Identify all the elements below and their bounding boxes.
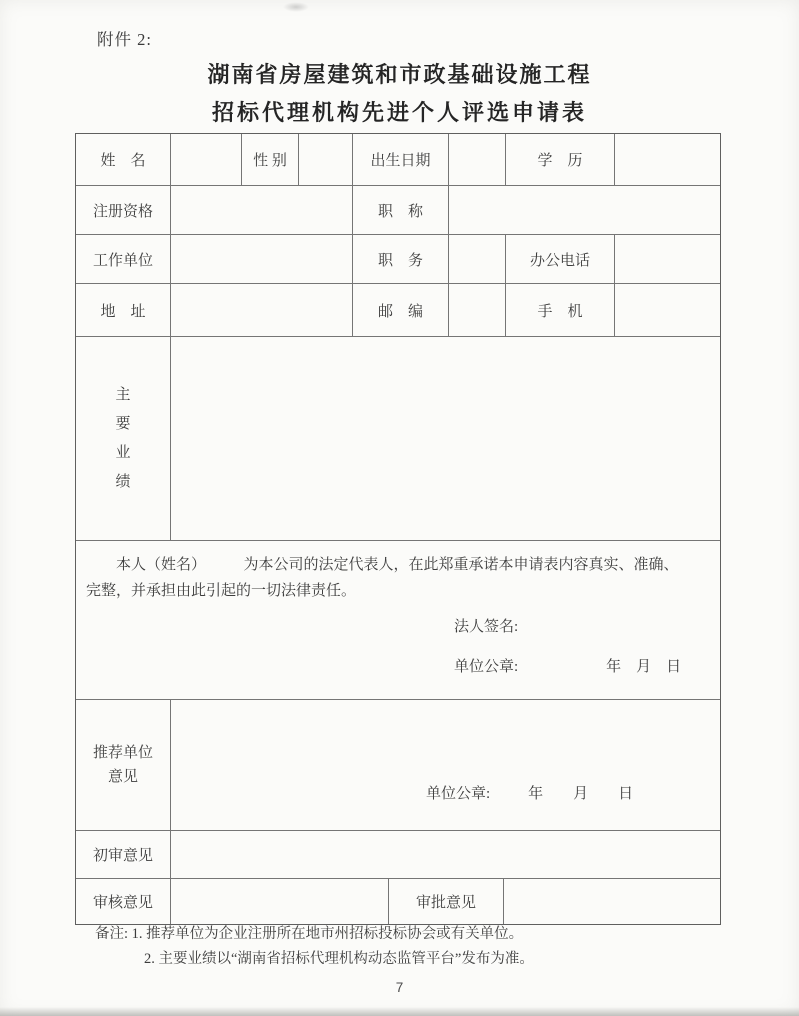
row-work-unit [76, 235, 720, 284]
declaration-date-label: 年 月 日 [606, 659, 682, 675]
row-review-approval [76, 879, 720, 924]
recommend-label-line1: 推荐单位 [92, 745, 153, 761]
form-title-line1: 湖南省房屋建筑和市政基础设施工程 [207, 62, 592, 87]
page-number: 7 [395, 980, 404, 995]
work-unit-value-cell [171, 235, 353, 283]
position-value-cell [449, 235, 506, 283]
prof-title-value-cell [449, 186, 720, 234]
office-phone-value-cell [615, 235, 720, 283]
prof-title-label: 职 称 [353, 186, 449, 234]
scan-bottom-edge [0, 1007, 799, 1016]
application-form-table [75, 133, 721, 925]
position-label: 职 务 [353, 235, 449, 283]
achievements-label: 主要业绩 [115, 386, 131, 490]
education-value-cell [615, 134, 720, 185]
recommend-label-line2: 意见 [107, 769, 138, 785]
approval-cell [504, 879, 720, 924]
row-registration [76, 186, 720, 235]
review-cell [171, 879, 389, 924]
recommend-opinion-label [76, 700, 171, 830]
declaration-seal-line [454, 655, 681, 676]
name-value-cell [171, 134, 242, 185]
initial-review-label: 初审意见 [76, 831, 171, 878]
row-initial-review [76, 831, 720, 879]
gender-value-cell [299, 134, 353, 185]
legal-person-signature-label: 法人签名: [454, 619, 519, 635]
registration-label: 注册资格 [76, 186, 171, 234]
postcode-value-cell [449, 284, 506, 336]
address-label: 地 址 [76, 284, 171, 336]
declaration-text [86, 552, 712, 604]
office-phone-label: 办公电话 [506, 235, 615, 283]
address-value-cell [171, 284, 353, 336]
declaration-line1: 本人（姓名） 为本公司的法定代表人，在此郑重承诺本申请表内容真实、准确、 [116, 557, 679, 573]
education-label: 学 历 [506, 134, 615, 185]
birth-date-label: 出生日期 [353, 134, 449, 185]
form-title-line2: 招标代理机构先进个人评选申请表 [211, 100, 587, 125]
footnotes [95, 922, 534, 972]
work-unit-label: 工作单位 [76, 235, 171, 283]
unit-seal-label: 单位公章: [454, 659, 519, 675]
declaration-cell [76, 541, 720, 699]
recommend-date-label: 年 月 日 [528, 786, 634, 802]
approval-label: 审批意见 [389, 879, 504, 924]
birth-date-value-cell [449, 134, 506, 185]
footnote-1: 备注: 1. 推荐单位为企业注册所在地市州招标投标协会或有关单位。 [95, 926, 524, 942]
recommend-seal-line [426, 782, 633, 803]
postcode-label: 邮 编 [353, 284, 449, 336]
registration-value-cell [171, 186, 353, 234]
initial-review-cell [171, 831, 720, 878]
review-label: 审核意见 [76, 879, 171, 924]
row-recommend-opinion [76, 700, 720, 831]
row-declaration [76, 541, 720, 700]
mobile-value-cell [615, 284, 720, 336]
declaration-line2: 完整，并承担由此引起的一切法律责任。 [86, 583, 357, 599]
footnote-2: 2. 主要业绩以“湖南省招标代理机构动态监管平台”发布为准。 [144, 951, 534, 967]
name-label: 姓 名 [76, 134, 171, 185]
mobile-label: 手 机 [506, 284, 615, 336]
recommend-seal-label: 单位公章: [426, 786, 491, 802]
attachment-label: 附件 2: [97, 30, 152, 49]
row-achievements [76, 337, 720, 541]
achievements-value-cell [171, 337, 720, 540]
recommend-opinion-cell [171, 700, 720, 830]
gender-label: 性 别 [242, 134, 299, 185]
scan-smudge [283, 2, 309, 12]
achievements-label-cell [76, 337, 171, 540]
row-name [76, 134, 720, 186]
row-address [76, 284, 720, 337]
